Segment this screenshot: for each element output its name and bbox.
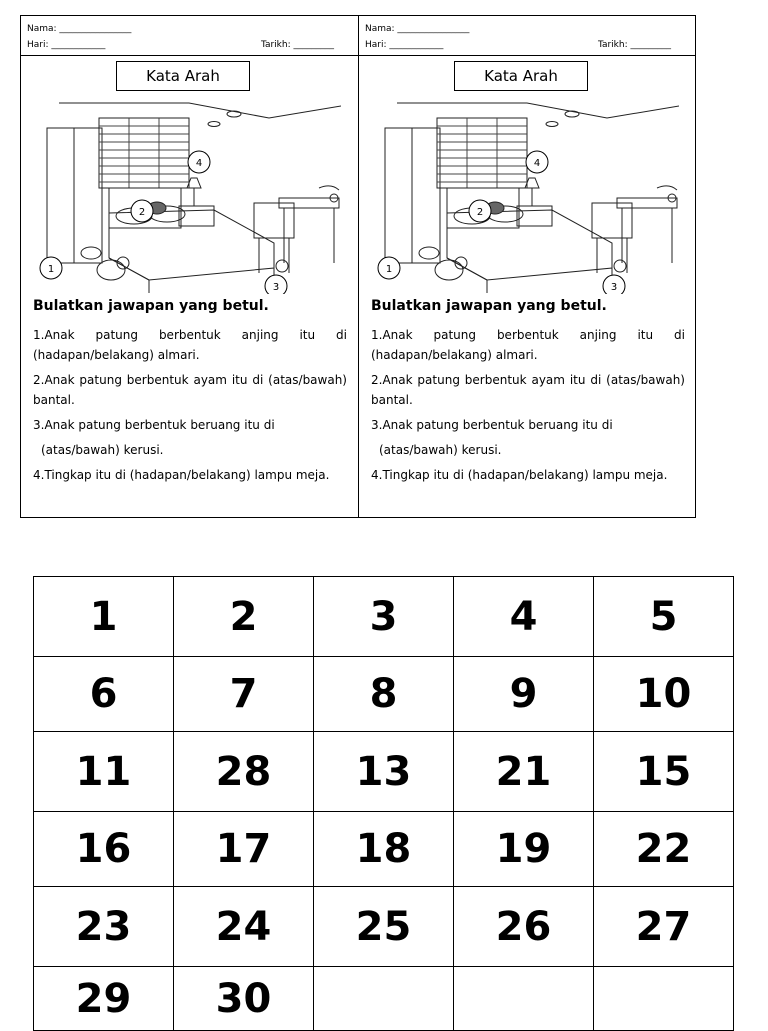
question-4: 4.Tingkap itu di (hadapan/belakang) lampu meja. [33,468,330,482]
grid-row [34,732,734,812]
grid-cell: 27 [594,887,734,967]
grid-cell: 21 [454,732,594,812]
grid-cell: 11 [34,732,174,812]
grid-cell: 4 [454,577,594,657]
bedroom-illustration [377,98,679,294]
svg-text:4: 4 [195,158,203,169]
grid-cell: 17 [174,812,314,887]
marker-2 [131,200,153,222]
worksheet-header [359,16,695,56]
tarikh-field: Tarikh: _________ [260,40,334,50]
grid-cell [314,967,454,1031]
marker-4 [526,151,548,173]
grid-cell: 9 [454,657,594,732]
instruction-text: Bulatkan jawapan yang betul. [371,298,607,314]
worksheet-sheet [20,15,696,518]
nama-field: Nama: ________________ [365,24,470,34]
worksheet-title: Kata Arah [116,61,250,91]
grid-cell [594,967,734,1031]
grid-cell: 5 [594,577,734,657]
number-grid [33,576,734,1031]
worksheet-right [358,16,695,517]
marker-4 [188,151,210,173]
grid-cell: 26 [454,887,594,967]
grid-row [34,812,734,887]
grid-cell: 24 [174,887,314,967]
grid-cell: 25 [314,887,454,967]
question-3: 3.Anak patung berbentuk beruang itu di [33,418,275,432]
svg-text:4: 4 [533,158,541,169]
svg-text:2: 2 [138,207,146,218]
grid-cell: 19 [454,812,594,887]
grid-cell: 30 [174,967,314,1031]
question-list [33,325,347,490]
marker-1 [40,257,62,279]
marker-2 [469,200,491,222]
grid-cell: 1 [34,577,174,657]
nama-field: Nama: ________________ [27,24,132,34]
worksheet-title: Kata Arah [454,61,588,91]
grid-cell: 7 [174,657,314,732]
instruction-text: Bulatkan jawapan yang betul. [33,298,269,314]
svg-text:1: 1 [385,264,393,275]
grid-cell [454,967,594,1031]
question-1: 1.Anak patung berbentuk anjing itu di (hadapan/belakang) almari. [33,328,347,362]
question-1: 1.Anak patung berbentuk anjing itu di (hadapan/belakang) almari. [371,328,685,362]
hari-field: Hari: ____________ [365,40,444,50]
question-4: 4.Tingkap itu di (hadapan/belakang) lampu meja. [371,468,668,482]
marker-3 [265,275,287,294]
grid-cell: 18 [314,812,454,887]
svg-text:3: 3 [610,282,618,293]
worksheet-header [21,16,358,56]
worksheet-left [21,16,358,517]
question-3-cont: (atas/bawah) kerusi. [41,443,164,457]
bedroom-illustration [39,98,341,294]
hari-field: Hari: ____________ [27,40,106,50]
svg-text:3: 3 [272,282,280,293]
grid-cell: 2 [174,577,314,657]
grid-row [34,657,734,732]
grid-cell: 15 [594,732,734,812]
grid-cell: 28 [174,732,314,812]
grid-cell: 16 [34,812,174,887]
grid-cell: 10 [594,657,734,732]
marker-3 [603,275,625,294]
grid-cell: 29 [34,967,174,1031]
grid-cell: 6 [34,657,174,732]
question-list [371,325,685,490]
grid-cell: 3 [314,577,454,657]
grid-cell: 8 [314,657,454,732]
question-3: 3.Anak patung berbentuk beruang itu di [371,418,613,432]
grid-row [34,577,734,657]
svg-text:1: 1 [47,264,55,275]
grid-cell: 23 [34,887,174,967]
marker-1 [378,257,400,279]
svg-text:2: 2 [476,207,484,218]
question-3-cont: (atas/bawah) kerusi. [379,443,502,457]
grid-cell: 22 [594,812,734,887]
grid-row [34,967,734,1031]
grid-cell: 13 [314,732,454,812]
question-2: 2.Anak patung berbentuk ayam itu di (atas/bawah) bantal. [33,373,347,407]
grid-row [34,887,734,967]
tarikh-field: Tarikh: _________ [597,40,671,50]
question-2: 2.Anak patung berbentuk ayam itu di (atas/bawah) bantal. [371,373,685,407]
